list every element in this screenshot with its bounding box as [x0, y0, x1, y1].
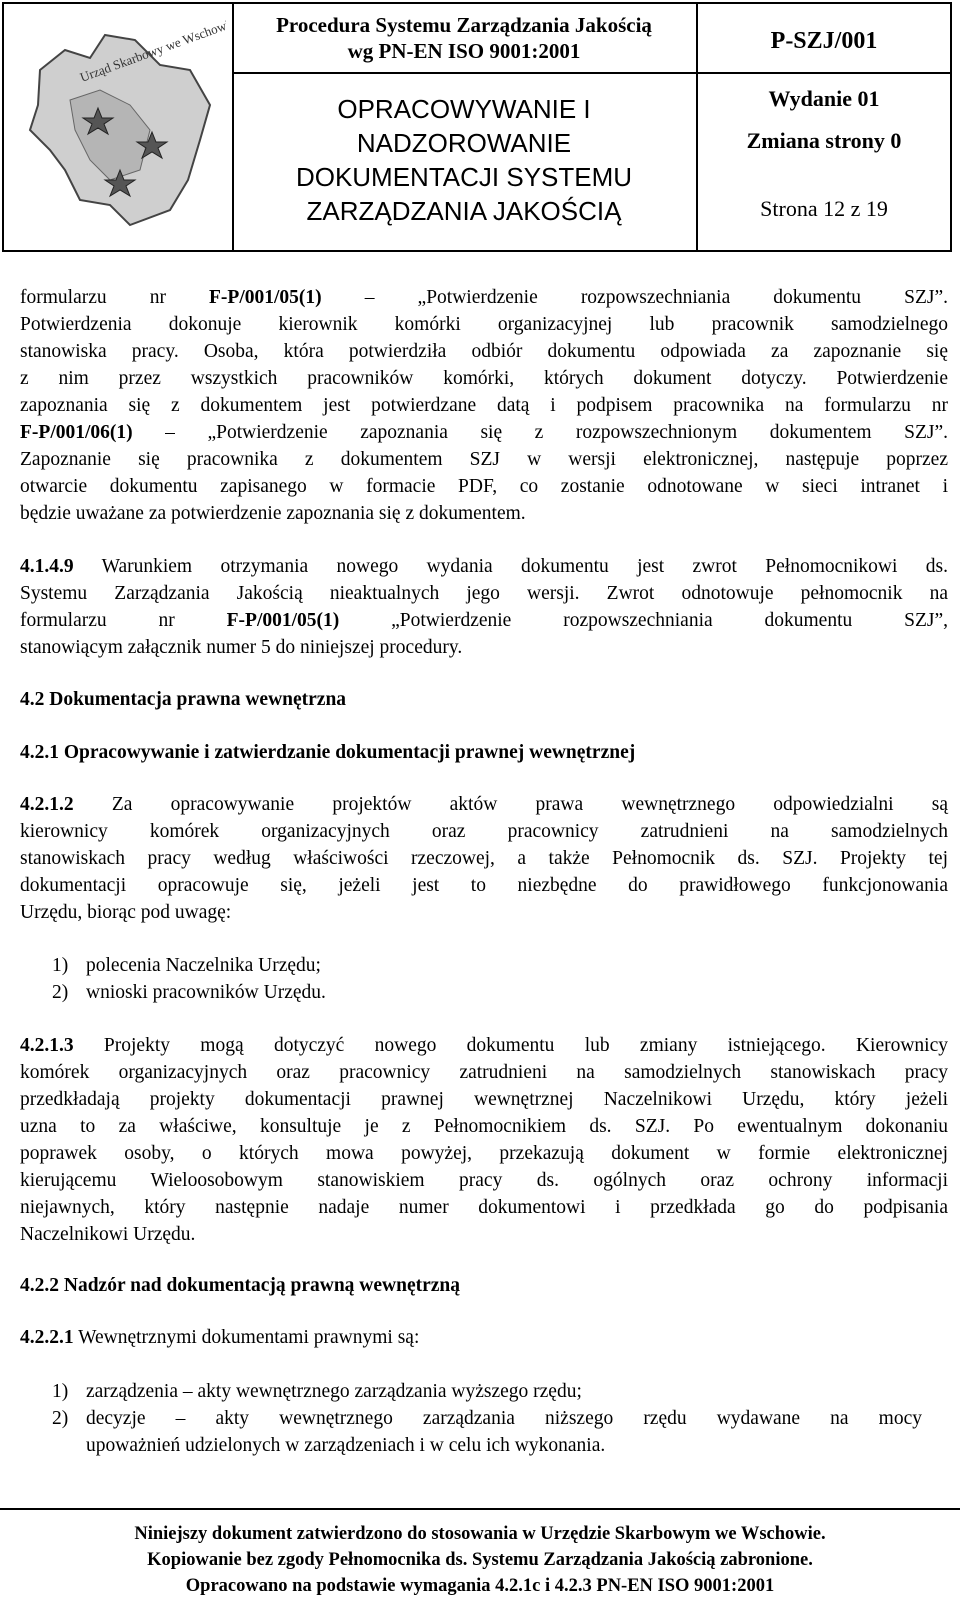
page-number: Strona 12 z 19: [760, 196, 888, 221]
region-map-logo: [10, 10, 226, 248]
text-line: stanowiskach pracy według właściwości rzeczowej, a także Pełnomocnik ds. SZJ. Projekty tej: [20, 848, 948, 869]
text-line: Zapoznanie się pracownika z dokumentem SZJ w wersji elektronicznej, następuje poprzez: [20, 449, 948, 470]
text-line: stanowiska pracy. Osoba, która potwierdziła odbiór dokumentu odpowiada za zapoznanie się: [20, 341, 948, 362]
office-logo: [10, 10, 226, 248]
document-code: P-SZJ/001: [770, 28, 878, 54]
text-line: otwarcie dokumentu zapisanego w formacie PDF, co zostanie odnotowane w sieci intranet i: [20, 476, 948, 497]
text-line: Urzędu, biorąc pod uwagę:: [20, 902, 232, 923]
section-heading: 4.2.2 Nadzór nad dokumentacją prawną wewnętrzną: [20, 1275, 461, 1296]
list-item: [20, 952, 948, 979]
text-line: [20, 607, 948, 634]
form-code: F-P/001/05(1): [209, 287, 322, 308]
list-item: [20, 979, 948, 1006]
text-line: niejawnych, który następnie nadaje numer dokumentowi i przedkłada go do podpisania: [20, 1197, 948, 1218]
document-title-line: ZARZĄDZANIA JAKOŚCIĄ: [306, 196, 622, 226]
list-number: 1): [52, 955, 69, 976]
document-title-line: NADZOROWANIE: [356, 128, 572, 158]
list-number: 1): [52, 1381, 69, 1402]
list-number: 2): [52, 982, 69, 1003]
list-text: decyzje – akty wewnętrznego zarządzania niższego rzędu wydawane na mocy: [86, 1408, 922, 1429]
document-footer: [0, 1508, 960, 1605]
list-text: wnioski pracowników Urzędu.: [86, 982, 326, 1003]
logo-text: Urząd Skarbowy we Wschowie: [77, 14, 226, 85]
text-line: [20, 1324, 948, 1351]
section-number: 4.2.1.3: [20, 1035, 74, 1056]
text-span: formularzu nr: [20, 287, 210, 308]
text-line: zapoznania się z dokumentem jest potwierdzane datą i podpisem pracownika na formularzu nr: [20, 395, 948, 416]
text-line: [20, 791, 948, 818]
text-line: [20, 284, 948, 311]
text-line: poprawek osoby, o których mowa powyżej, przekazują dokument w formie elektronicznej: [20, 1143, 948, 1164]
text-line: Potwierdzenia dokonuje kierownik komórki organizacyjnej lub pracownik samodzielnego: [20, 314, 948, 335]
list-text-continuation: upoważnień udzielonych w zarządzeniach i w celu ich wykonania.: [86, 1435, 606, 1456]
list-item: [20, 1405, 948, 1432]
footer-line: Opracowano na podstawie wymagania 4.2.1c i 4.2.3 PN-EN ISO 9001:2001: [185, 1576, 775, 1596]
text-span: – „Potwierdzenie rozpowszechniania dokumentu SZJ”.: [321, 287, 948, 308]
procedure-title-line: wg PN-EN ISO 9001:2001: [347, 39, 581, 63]
text-span: Warunkiem otrzymania nowego wydania dokumentu jest zwrot Pełnomocnikowi ds.: [73, 556, 948, 577]
text-line: [20, 1032, 948, 1059]
text-line: Naczelnikowi Urzędu.: [20, 1224, 196, 1245]
form-code: F-P/001/05(1): [226, 610, 340, 631]
list-item: [20, 1378, 948, 1405]
text-line: komórek organizacyjnych oraz pracownicy zatrudnieni na samodzielnych stanowiskach pracy: [20, 1062, 948, 1083]
text-line: z nim przez wszystkich pracowników komórki, których dokument dotyczy. Potwierdzenie: [20, 368, 948, 389]
text-line: przedkładają projekty dokumentacji prawnej wewnętrznej Naczelnikowi Urzędu, który jeżeli: [20, 1089, 948, 1110]
text-span: „Potwierdzenie rozpowszechniania dokumentu SZJ”,: [339, 610, 949, 631]
procedure-title: [234, 12, 694, 64]
text-span: Za opracowywanie projektów aktów prawa wewnętrznego odpowiedzialni są: [73, 794, 948, 815]
text-span: – „Potwierdzenie zapoznania się z rozpowszechnionym dokumentem SZJ”.: [132, 422, 948, 443]
footer-line: Kopiowanie bez zgody Pełnomocnika ds. Systemu Zarządzania Jakością zabronione.: [147, 1550, 813, 1570]
section-heading: 4.2 Dokumentacja prawna wewnętrzna: [20, 689, 347, 710]
text-line: uzna to za właściwe, konsultuje je z Pełnomocnikiem ds. SZJ. Po ewentualnym dokonaniu: [20, 1116, 948, 1137]
text-line: kierownicy komórek organizacyjnych oraz pracownicy zatrudnieni na samodzielnych: [20, 821, 948, 842]
page-change-number: Zmiana strony 0: [746, 128, 902, 153]
text-line: kierującemu Wieloosobowym stanowiskiem pracy ds. ogólnych oraz ochrony informacji: [20, 1170, 948, 1191]
text-line: [20, 553, 948, 580]
section-heading: 4.2.1 Opracowywanie i zatwierdzanie dokumentacji prawnej wewnętrznej: [20, 742, 636, 763]
text-line: [20, 419, 948, 446]
document-title: [234, 92, 694, 228]
form-code: F-P/001/06(1): [20, 422, 133, 443]
list-number: 2): [52, 1408, 69, 1429]
text-line: dokumentacji opracowuje się, jeżeli jest to niezbędne do prawidłowego funkcjonowania: [20, 875, 948, 896]
section-number: 4.2.2.1: [20, 1327, 74, 1348]
list-text: polecenia Naczelnika Urzędu;: [86, 955, 321, 976]
text-span: formularzu nr: [20, 610, 227, 631]
text-line: Systemu Zarządzania Jakością nieaktualnych jego wersji. Zwrot odnotowuje pełnomocnik na: [20, 583, 948, 604]
section-number: 4.1.4.9: [20, 556, 74, 577]
section-number: 4.2.1.2: [20, 794, 74, 815]
document-header: [2, 2, 952, 252]
text-span: Projekty mogą dotyczyć nowego dokumentu lub zmiany istniejącego. Kierownicy: [73, 1035, 948, 1056]
footer-line: Niniejszy dokument zatwierdzono do stosowania w Urzędzie Skarbowym we Wschowie.: [134, 1524, 826, 1544]
header-divider: [232, 72, 950, 74]
text-line: stanowiącym załącznik numer 5 do niniejszej procedury.: [20, 637, 463, 658]
document-title-line: DOKUMENTACJI SYSTEMU: [295, 162, 633, 192]
text-line: będzie uważane za potwierdzenie zapoznania się z dokumentem.: [20, 503, 526, 524]
document-title-line: OPRACOWYWANIE I: [337, 94, 591, 124]
edition-number: Wydanie 01: [768, 86, 880, 111]
procedure-title-line: Procedura Systemu Zarządzania Jakością: [276, 13, 652, 37]
text-span: Wewnętrznymi dokumentami prawnymi są:: [73, 1327, 420, 1348]
list-text: zarządzenia – akty wewnętrznego zarządzania wyższego rzędu;: [86, 1381, 582, 1402]
